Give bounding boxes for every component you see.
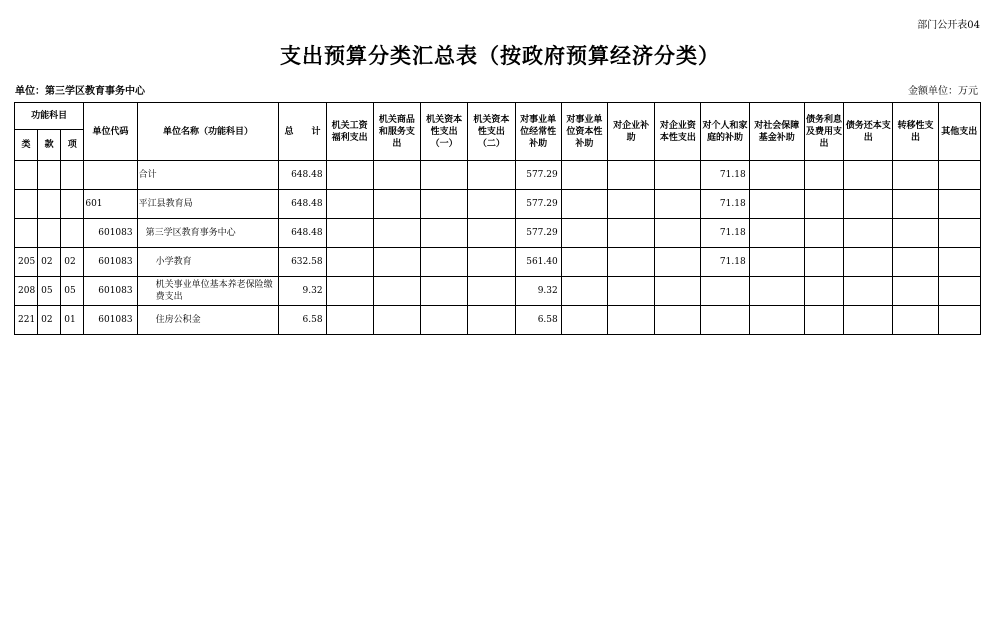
cell-c14 [938,248,980,277]
cell-c11 [804,306,843,335]
cell-name: 平江县教育局 [137,190,279,219]
cell-c1 [326,190,373,219]
cell-c5: 577.29 [515,161,561,190]
header-col-2: 机关商品和服务支出 [373,103,420,161]
cell-total: 6.58 [279,306,326,335]
cell-c3 [421,190,468,219]
cell-name: 第三学区教育事务中心 [137,219,279,248]
cell-c9: 71.18 [701,248,749,277]
cell-c6 [561,219,607,248]
table-row-unit [15,219,981,248]
cell-total: 648.48 [279,219,326,248]
header-unit-name: 单位名称（功能科目） [137,103,279,161]
header-col-10: 对社会保障基金补助 [749,103,804,161]
cell-c2 [373,161,420,190]
cell-c3 [421,248,468,277]
cell-c2 [373,190,420,219]
cell-c1 [326,219,373,248]
cell-c8 [655,161,701,190]
cell-c10 [749,306,804,335]
cell-c6 [561,248,607,277]
cell-c7 [607,161,654,190]
header-lei: 类 [15,130,38,161]
cell-name: 合计 [137,161,279,190]
cell-c14 [938,219,980,248]
cell-c7 [607,277,654,306]
cell-c12 [844,190,893,219]
cell-c11 [804,219,843,248]
cell-c14 [938,306,980,335]
cell-xiang [61,161,84,190]
cell-c5: 9.32 [515,277,561,306]
cell-code: 601083 [84,219,137,248]
cell-c12 [844,161,893,190]
cell-c12 [844,219,893,248]
cell-lei: 205 [15,248,38,277]
header-col-8: 对企业资本性支出 [655,103,701,161]
cell-c2 [373,219,420,248]
cell-code: 601083 [84,306,137,335]
cell-c9: 71.18 [701,190,749,219]
amount-unit: 金额单位：万元 [908,86,978,97]
cell-c11 [804,190,843,219]
cell-c3 [421,161,468,190]
cell-kuan [38,219,61,248]
cell-c11 [804,161,843,190]
header-col-7: 对企业补助 [607,103,654,161]
cell-xiang [61,219,84,248]
cell-c4 [468,219,515,248]
header-col-13: 转移性支出 [893,103,938,161]
cell-c12 [844,248,893,277]
cell-kuan: 02 [38,306,61,335]
table-row [15,306,981,335]
cell-c2 [373,306,420,335]
table-row-total [15,161,981,190]
cell-c6 [561,306,607,335]
cell-code [84,161,137,190]
header-col-6: 对事业单位资本性补助 [561,103,607,161]
cell-c3 [421,306,468,335]
cell-c13 [893,219,938,248]
cell-xiang: 05 [61,277,84,306]
cell-xiang [61,190,84,219]
cell-c13 [893,306,938,335]
cell-c4 [468,248,515,277]
cell-lei [15,190,38,219]
cell-c9: 71.18 [701,161,749,190]
cell-c9 [701,306,749,335]
cell-lei [15,219,38,248]
cell-name: 住房公积金 [137,306,279,335]
table-row [15,248,981,277]
cell-xiang: 02 [61,248,84,277]
cell-c3 [421,219,468,248]
header-kuan: 款 [38,130,61,161]
cell-kuan [38,161,61,190]
form-number: 部门公开表04 [917,20,980,31]
cell-code: 601083 [84,248,137,277]
cell-c14 [938,161,980,190]
cell-c7 [607,248,654,277]
header-col-9: 对个人和家庭的补助 [701,103,749,161]
cell-name: 机关事业单位基本养老保险缴费支出 [137,277,279,306]
cell-c12 [844,277,893,306]
cell-lei: 221 [15,306,38,335]
cell-c8 [655,277,701,306]
cell-c5: 577.29 [515,219,561,248]
header-col-1: 机关工资福利支出 [326,103,373,161]
header-col-4: 机关资本性支出（二） [468,103,515,161]
cell-c14 [938,190,980,219]
cell-c6 [561,190,607,219]
cell-c14 [938,277,980,306]
cell-c6 [561,161,607,190]
cell-c10 [749,219,804,248]
cell-c1 [326,161,373,190]
cell-c8 [655,306,701,335]
cell-c13 [893,190,938,219]
cell-c1 [326,277,373,306]
cell-c8 [655,219,701,248]
header-col-5: 对事业单位经常性补助 [515,103,561,161]
cell-c10 [749,277,804,306]
header-total: 总 计 [279,103,326,161]
cell-c11 [804,248,843,277]
cell-c10 [749,190,804,219]
cell-kuan: 02 [38,248,61,277]
cell-c9: 71.18 [701,219,749,248]
cell-c2 [373,248,420,277]
cell-c10 [749,161,804,190]
cell-c9 [701,277,749,306]
cell-c5: 577.29 [515,190,561,219]
cell-c8 [655,190,701,219]
table-row-department [15,190,981,219]
cell-c13 [893,277,938,306]
cell-lei: 208 [15,277,38,306]
cell-lei [15,161,38,190]
cell-c5: 6.58 [515,306,561,335]
cell-kuan [38,190,61,219]
cell-c2 [373,277,420,306]
cell-total: 648.48 [279,190,326,219]
cell-c7 [607,190,654,219]
cell-c4 [468,306,515,335]
header-function-subject: 功能科目 [15,103,84,130]
cell-c1 [326,248,373,277]
header-col-14: 其他支出 [938,103,980,161]
cell-c13 [893,161,938,190]
cell-c12 [844,306,893,335]
header-col-12: 债务还本支出 [844,103,893,161]
cell-c6 [561,277,607,306]
page-title: 支出预算分类汇总表（按政府预算经济分类） [280,43,720,68]
cell-c7 [607,219,654,248]
cell-c5: 561.40 [515,248,561,277]
cell-kuan: 05 [38,277,61,306]
header-unit-code: 单位代码 [84,103,137,161]
unit-label: 单位：第三学区教育事务中心 [15,86,145,97]
header-col-3: 机关资本性支出（一） [421,103,468,161]
cell-c4 [468,161,515,190]
cell-c11 [804,277,843,306]
cell-c13 [893,248,938,277]
cell-c3 [421,277,468,306]
cell-c1 [326,306,373,335]
cell-code: 601 [84,190,137,219]
cell-total: 648.48 [279,161,326,190]
header-col-11: 债务利息及费用支出 [804,103,843,161]
cell-c8 [655,248,701,277]
cell-code: 601083 [84,277,137,306]
cell-c4 [468,190,515,219]
table-row [15,277,981,306]
cell-xiang: 01 [61,306,84,335]
cell-c4 [468,277,515,306]
budget-table [14,102,981,335]
header-xiang: 项 [61,130,84,161]
cell-name: 小学教育 [137,248,279,277]
cell-total: 632.58 [279,248,326,277]
cell-total: 9.32 [279,277,326,306]
cell-c10 [749,248,804,277]
cell-c7 [607,306,654,335]
